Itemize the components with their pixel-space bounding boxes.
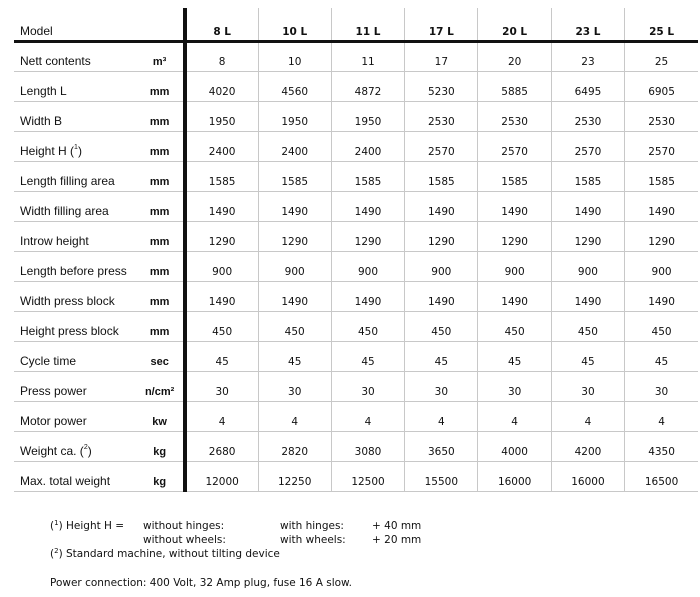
value-cell: 16000 [551,461,624,491]
value-cell: 30 [258,371,331,401]
model-name: 20 L [478,8,551,41]
value-cell: 2530 [625,101,698,131]
model-name: 8 L [185,8,258,41]
value-cell: 6905 [625,71,698,101]
value-cell: 2570 [478,131,551,161]
row-label [14,401,137,431]
value-cell: 900 [625,251,698,281]
row-label [14,101,137,131]
spec-row [14,431,698,461]
value-cell: 2400 [185,131,258,161]
spec-row [14,101,698,131]
value-cell: 5885 [478,71,551,101]
row-label [14,41,137,71]
row-unit: m³ [137,41,185,71]
row-unit: kg [137,461,185,491]
row-label-tail: ) [87,443,92,458]
value-cell: 900 [551,251,624,281]
value-cell: 4 [185,401,258,431]
model-name: 10 L [258,8,331,41]
value-cell: 1490 [185,191,258,221]
value-cell: 12000 [185,461,258,491]
row-label-text: Nett contents [20,53,91,68]
value-cell: 45 [551,341,624,371]
value-cell: 4 [258,401,331,431]
value-cell: 4000 [478,431,551,461]
value-cell: 1585 [551,161,624,191]
value-cell: 11 [331,41,404,71]
value-cell: 450 [405,311,478,341]
value-cell: 2530 [551,101,624,131]
value-cell: 4 [331,401,404,431]
spec-row [14,371,698,401]
row-label-text: Length L [20,83,67,98]
row-unit: mm [137,251,185,281]
hinges-addition: + 40 mm [372,520,422,532]
value-cell: 5230 [405,71,478,101]
value-cell: 1585 [625,161,698,191]
value-cell: 4 [405,401,478,431]
value-cell: 1950 [331,101,404,131]
value-cell: 30 [478,371,551,401]
spec-row [14,191,698,221]
row-label [14,161,137,191]
with-hinges-label: with hinges: [280,520,344,532]
value-cell: 1290 [405,221,478,251]
value-cell: 1490 [551,191,624,221]
row-label-text: Height H ( [20,143,75,158]
value-cell: 450 [625,311,698,341]
row-label [14,281,137,311]
row-label-text: Max. total weight [20,473,111,488]
value-cell: 1585 [258,161,331,191]
without-hinges-label: without hinges: [143,520,225,532]
spec-row [14,401,698,431]
row-label [14,191,137,221]
row-label [14,431,137,461]
footnote-1-text: ) Height H = [58,520,125,532]
value-cell: 900 [405,251,478,281]
value-cell: 2570 [625,131,698,161]
value-cell: 1490 [551,281,624,311]
spec-row [14,41,698,71]
value-cell: 450 [258,311,331,341]
footnote-marker: 1 [74,143,78,151]
value-cell: 1490 [331,281,404,311]
value-cell: 1490 [625,281,698,311]
row-label-text: Motor power [20,413,87,428]
footnote-2-text: ) Standard machine, without tilting device [58,548,280,560]
value-cell: 45 [625,341,698,371]
row-unit: mm [137,131,185,161]
row-unit: mm [137,101,185,131]
spec-table [14,8,698,492]
spec-row [14,251,698,281]
row-unit: kw [137,401,185,431]
row-label-text: Press power [20,383,87,398]
value-cell: 1585 [185,161,258,191]
value-cell: 2530 [478,101,551,131]
spec-row [14,161,698,191]
footnote-1-open: ( [50,520,55,532]
row-label-text: Cycle time [20,353,77,368]
spec-row [14,461,698,491]
value-cell: 1950 [185,101,258,131]
row-unit: mm [137,281,185,311]
value-cell: 1490 [185,281,258,311]
value-cell: 900 [478,251,551,281]
value-cell: 4560 [258,71,331,101]
spec-row [14,281,698,311]
wheels-addition: + 20 mm [372,534,422,546]
value-cell: 2530 [405,101,478,131]
model-name: 23 L [551,8,624,41]
row-unit: sec [137,341,185,371]
row-label [14,71,137,101]
value-cell: 1490 [258,281,331,311]
row-label-tail: ) [77,143,82,158]
value-cell: 30 [405,371,478,401]
value-cell: 30 [331,371,404,401]
footnote-2-open: ( [50,548,55,560]
row-label [14,131,137,161]
value-cell: 10 [258,41,331,71]
value-cell: 4350 [625,431,698,461]
value-cell: 1490 [478,281,551,311]
row-label [14,221,137,251]
row-label-text: Weight ca. ( [20,443,84,458]
footnote-1-marker: 1 [54,519,59,527]
footnote-standard-machine [50,548,280,560]
power-connection-note: Power connection: 400 Volt, 32 Amp plug, fuse 16 A slow. [50,577,352,589]
value-cell: 30 [185,371,258,401]
value-cell: 4 [478,401,551,431]
unit-header [137,8,185,41]
value-cell: 450 [551,311,624,341]
row-label-text: Width press block [20,293,115,308]
row-label [14,341,137,371]
value-cell: 20 [478,41,551,71]
row-label-text: Length filling area [20,173,115,188]
value-cell: 45 [258,341,331,371]
value-cell: 3080 [331,431,404,461]
row-label-text: Width B [20,113,63,128]
value-cell: 1490 [258,191,331,221]
value-cell: 45 [185,341,258,371]
value-cell: 2680 [185,431,258,461]
footnote-height [50,520,124,532]
value-cell: 2570 [551,131,624,161]
row-label-text: Width filling area [20,203,109,218]
value-cell: 2570 [405,131,478,161]
row-label [14,251,137,281]
value-cell: 1490 [478,191,551,221]
row-label [14,371,137,401]
value-cell: 1290 [478,221,551,251]
row-label-text: Length before press [20,263,127,278]
value-cell: 1290 [625,221,698,251]
value-cell: 2400 [331,131,404,161]
spec-sheet [14,8,698,492]
value-cell: 16000 [478,461,551,491]
model-name: 25 L [625,8,698,41]
model-header: Model [14,8,137,41]
spec-row [14,341,698,371]
spec-row [14,221,698,251]
value-cell: 25 [625,41,698,71]
value-cell: 45 [331,341,404,371]
row-unit: mm [137,161,185,191]
value-cell: 4 [625,401,698,431]
header-row [14,8,698,41]
value-cell: 1290 [331,221,404,251]
value-cell: 1290 [185,221,258,251]
value-cell: 4200 [551,431,624,461]
row-unit: mm [137,311,185,341]
value-cell: 900 [185,251,258,281]
value-cell: 2400 [258,131,331,161]
spec-row [14,131,698,161]
value-cell: 1490 [331,191,404,221]
value-cell: 1585 [478,161,551,191]
value-cell: 1585 [405,161,478,191]
model-name: 17 L [405,8,478,41]
row-unit: mm [137,191,185,221]
row-unit: mm [137,221,185,251]
value-cell: 2820 [258,431,331,461]
value-cell: 450 [331,311,404,341]
value-cell: 900 [258,251,331,281]
value-cell: 1490 [405,281,478,311]
value-cell: 1290 [551,221,624,251]
row-label-text: Height press block [20,323,119,338]
row-unit: kg [137,431,185,461]
row-unit: n/cm² [137,371,185,401]
with-wheels-label: with wheels: [280,534,346,546]
value-cell: 1950 [258,101,331,131]
value-cell: 4 [551,401,624,431]
value-cell: 4872 [331,71,404,101]
row-label [14,461,137,491]
value-cell: 450 [185,311,258,341]
value-cell: 45 [405,341,478,371]
value-cell: 1585 [331,161,404,191]
value-cell: 900 [331,251,404,281]
value-cell: 12500 [331,461,404,491]
value-cell: 1490 [625,191,698,221]
value-cell: 23 [551,41,624,71]
value-cell: 15500 [405,461,478,491]
value-cell: 16500 [625,461,698,491]
value-cell: 12250 [258,461,331,491]
value-cell: 3650 [405,431,478,461]
footnote-marker: 2 [83,443,88,451]
value-cell: 17 [405,41,478,71]
value-cell: 30 [551,371,624,401]
value-cell: 6495 [551,71,624,101]
value-cell: 1290 [258,221,331,251]
value-cell: 30 [625,371,698,401]
value-cell: 8 [185,41,258,71]
spec-row [14,71,698,101]
row-label [14,311,137,341]
value-cell: 1490 [405,191,478,221]
value-cell: 450 [478,311,551,341]
model-name: 11 L [331,8,404,41]
value-cell: 45 [478,341,551,371]
row-unit: mm [137,71,185,101]
without-wheels-label: without wheels: [143,534,226,546]
spec-row [14,311,698,341]
value-cell: 4020 [185,71,258,101]
footnote-2-marker: 2 [54,547,59,555]
row-label-text: Introw height [20,233,89,248]
